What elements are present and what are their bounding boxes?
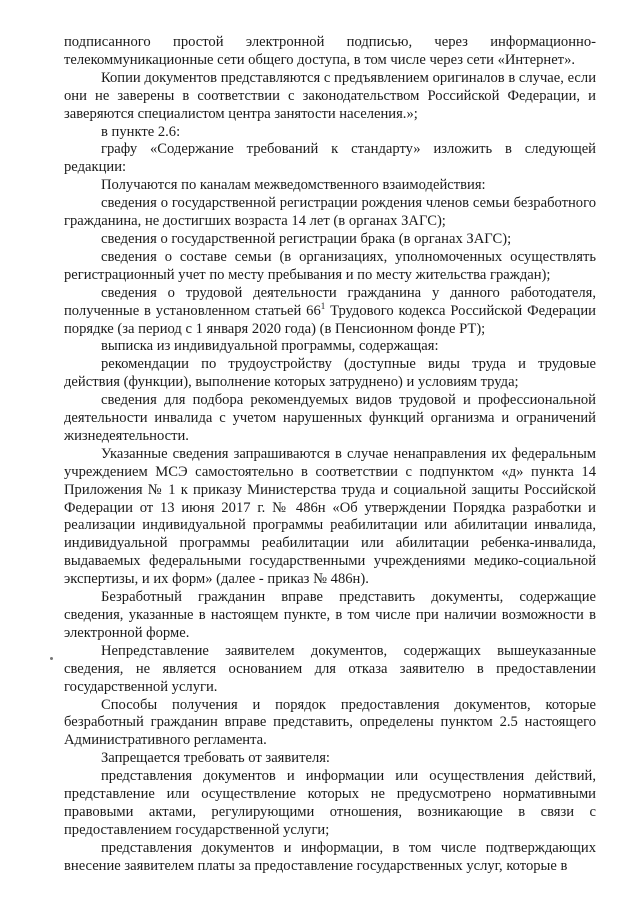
paragraph: представления документов и информации или осуществления действий, представление или осуществление которых не предусмотрено нормативными правовыми актами, регулирующими отношения, возникающие в связи с предоставлением государственной услуги; bbox=[64, 768, 596, 838]
scan-speck bbox=[50, 657, 53, 660]
paragraph: Безработный гражданин вправе представить документы, содержащие сведения, указанные в настоящем пункте, в том числе при наличии возможности в электронной форме. bbox=[64, 589, 596, 641]
paragraph: Указанные сведения запрашиваются в случае ненаправления их федеральным учреждением МСЭ самостоятельно в соответствии с подпунктом «д» пункта 14 Приложения № 1 к приказу Министерства труда и социальной защиты Российской Федерации от 13 июня 2017 г. № 486н «Об утверждении Порядка разработки и реализации индивидуальной программы реабилитации или абилитации инвалида, индивидуальной программы реабилитации или абилитации ребенка-инвалида, выдаваемых федеральными государственными учреждениями медико-социальной экспертизы, и их форм» (далее - приказ № 486н). bbox=[64, 445, 596, 588]
paragraph: графу «Содержание требований к стандарту» изложить в следующей редакции: bbox=[64, 141, 596, 176]
paragraph: подписанного простой электронной подписью, через информационно-телекоммуникационные сети общего доступа, в том числе через сети «Интернет». bbox=[64, 34, 596, 68]
paragraph: сведения о составе семьи (в организациях, уполномоченных осуществлять регистрационный учет по месту пребывания и по месту жительства граждан); bbox=[64, 248, 596, 283]
paragraph: сведения для подбора рекомендуемых видов трудовой и профессиональной деятельности инвалида с учетом нарушенных функций организма и ограничений жизнедеятельности. bbox=[64, 392, 596, 444]
paragraph: в пункте 2.6: bbox=[101, 123, 181, 140]
superscript: 1 bbox=[320, 300, 326, 311]
document-body bbox=[64, 34, 596, 876]
paragraph: Запрещается требовать от заявителя: bbox=[101, 750, 330, 767]
paragraph: Получаются по каналам межведомственного взаимодействия: bbox=[101, 177, 486, 194]
paragraph: представления документов и информации, в том числе подтверждающих внесение заявителем платы за предоставление государственных услуг, которые в bbox=[64, 839, 596, 874]
paragraph: Способы получения и порядок предоставления документов, которые безработный гражданин вправе представить, определены пунктом 2.5 настоящего Административного регламента. bbox=[64, 696, 596, 749]
paragraph: выписка из индивидуальной программы, содержащая: bbox=[101, 338, 439, 355]
paragraph: сведения о государственной регистрации рождения членов семьи безработного гражданина, не достигших возраста 14 лет (в органах ЗАГС); bbox=[64, 195, 596, 230]
paragraph: Копии документов представляются с предъявлением оригиналов в случае, если они не заверены в соответствии с законодательством Российской Федерации, и заверяются специалистом центра занятости населения.»; bbox=[64, 69, 596, 122]
paragraph-text: сведения о трудовой деятельности гражданина у данного работодателя, полученные в установленном статьей 66 bbox=[64, 284, 596, 319]
paragraph: сведения о государственной регистрации брака (в органах ЗАГС); bbox=[101, 230, 512, 247]
paragraph: Непредставление заявителем документов, содержащих вышеуказанные сведения, не является основанием для отказа заявителю в предоставлении государственной услуги. bbox=[64, 642, 596, 695]
paragraph-text: Трудового кодекса Российской Федерации порядке (за период с 1 января 2020 года) (в Пенсионном фонде РТ); bbox=[64, 302, 596, 337]
paragraph: рекомендации по трудоустройству (доступные виды труда и трудовые действия (функции), выполнение которых затруднено) и условиям труда; bbox=[64, 356, 596, 391]
paragraph bbox=[64, 285, 596, 339]
